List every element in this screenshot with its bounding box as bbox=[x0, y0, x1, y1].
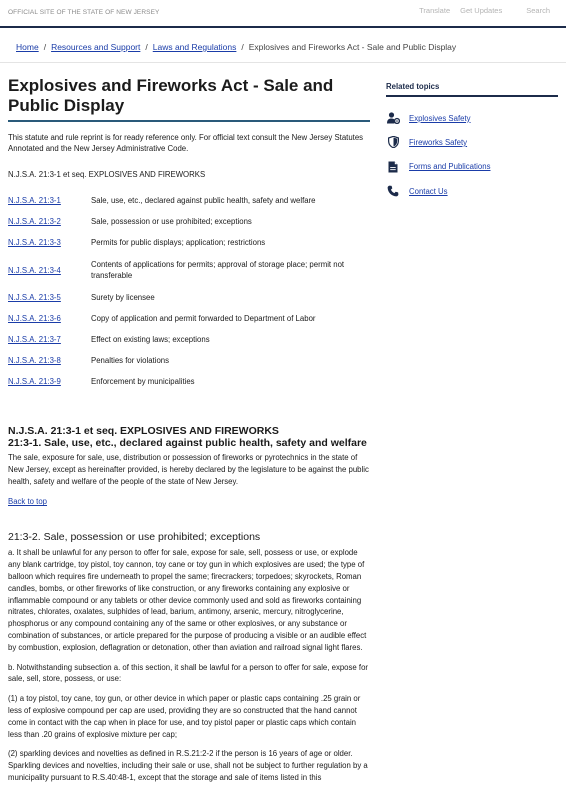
toc-title: N.J.S.A. 21:3-1 et seq. EXPLOSIVES AND FIREWORKS bbox=[8, 170, 206, 179]
breadcrumb-current: Explosives and Fireworks Act - Sale and Public Display bbox=[248, 42, 457, 52]
shield-icon bbox=[386, 136, 400, 148]
toc-table bbox=[8, 190, 363, 392]
breadcrumb bbox=[16, 42, 456, 52]
toc-description: Sale, use, etc., declared against public health, safety and welfare bbox=[91, 196, 316, 205]
toc-description: Penalties for violations bbox=[91, 356, 170, 365]
toc-link[interactable]: N.J.S.A. 21:3-9 bbox=[8, 377, 61, 386]
toc-row bbox=[8, 308, 363, 329]
toc-link[interactable]: N.J.S.A. 21:3-8 bbox=[8, 356, 61, 365]
breadcrumb-laws[interactable]: Laws and Regulations bbox=[152, 42, 237, 52]
paragraph-1: (1) a toy pistol, toy cane, toy gun, or other device in which paper or plastic caps containing .25 grain or less of explosive compound per cap are used, providing they are so constructed that the hand cannot come in contact with the cap when in place for use, and toy pistol paper or plastic caps which contain less than .20 grains of explosive mixture per cap; bbox=[8, 694, 361, 739]
toc-row bbox=[8, 190, 363, 211]
main-content bbox=[8, 76, 370, 792]
related-topic-forms[interactable] bbox=[386, 155, 558, 179]
section-21-3-2 bbox=[8, 531, 370, 783]
related-topic-fireworks[interactable] bbox=[386, 130, 558, 154]
related-topic-explosives[interactable] bbox=[386, 106, 558, 130]
paragraph-b: b. Notwithstanding subsection a. of this section, it shall be lawful for a person to offer for sale, expose for sale, sell, store, possess, or use: bbox=[8, 662, 369, 684]
related-topics bbox=[386, 82, 558, 203]
back-to-top-link[interactable]: Back to top bbox=[8, 497, 48, 507]
toc-link[interactable]: N.J.S.A. 21:3-6 bbox=[8, 314, 61, 323]
toc-link[interactable]: N.J.S.A. 21:3-7 bbox=[8, 335, 61, 344]
toc-description: Effect on existing laws; exceptions bbox=[91, 335, 210, 344]
toc-row bbox=[8, 253, 363, 287]
related-topic-link[interactable]: Fireworks Safety bbox=[409, 137, 468, 147]
toc-description: Enforcement by municipalities bbox=[91, 377, 195, 386]
page-title: Explosives and Fireworks Act - Sale and Public Display bbox=[8, 76, 370, 122]
document-icon bbox=[386, 161, 400, 173]
related-topics-list bbox=[386, 106, 558, 203]
toc-row bbox=[8, 287, 363, 308]
toc-description: Copy of application and permit forwarded to Department of Labor bbox=[91, 314, 316, 323]
toc-description: Contents of applications for permits; approval of storage place; permit not transferable bbox=[91, 260, 345, 280]
related-topic-contact[interactable] bbox=[386, 179, 558, 203]
breadcrumb-resources[interactable]: Resources and Support bbox=[51, 42, 141, 52]
breadcrumb-separator: / bbox=[145, 42, 148, 52]
intro-text: This statute and rule reprint is for ready reference only. For official text consult the New Jersey Statutes Annotated and the New Jersey Administrative Code. bbox=[8, 133, 364, 153]
official-site-label: OFFICIAL SITE OF THE STATE OF NEW JERSEY bbox=[8, 9, 160, 16]
toc-row bbox=[8, 232, 363, 253]
section-heading: N.J.S.A. 21:3-1 et seq. EXPLOSIVES AND FIREWORKS bbox=[8, 425, 279, 437]
section-subheading: 21:3-1. Sale, use, etc., declared against public health, safety and welfare bbox=[8, 437, 367, 449]
related-topic-link[interactable]: Contact Us bbox=[409, 186, 448, 196]
breadcrumb-separator: / bbox=[241, 42, 244, 52]
breadcrumb-divider bbox=[0, 62, 566, 63]
breadcrumb-home[interactable]: Home bbox=[16, 42, 39, 52]
toc-link[interactable]: N.J.S.A. 21:3-4 bbox=[8, 265, 61, 275]
user-gear-icon bbox=[386, 112, 400, 124]
site-header bbox=[0, 0, 566, 28]
toc-row bbox=[8, 350, 363, 371]
toc-description: Surety by licensee bbox=[91, 293, 155, 302]
related-topics-title: Related topics bbox=[386, 82, 558, 97]
toc-row bbox=[8, 211, 363, 232]
toc-link[interactable]: N.J.S.A. 21:3-3 bbox=[8, 238, 61, 247]
breadcrumb-separator: / bbox=[43, 42, 47, 52]
paragraph-a: a. It shall be unlawful for any person to offer for sale, expose for sale, sell, possess or use, or explode any blank cartridge, toy pistol, toy cannon, toy cane or toy gun in which explosives are used; the type of balloon which requires fire underneath to propel the same; firecrackers; torpedoes; skyrockets, Roman candles, bombs, or other fireworks of like construction, or any fireworks containing any explosive or inflammable compound or any tablets or other device commonly used and sold as fireworks containing nitrates, chlorates, oxalates, sulphides of lead, barium, antimony, arsenic, mercury, nitroglycerine, phosphorus or any compound containing any of the same or other explosives, or any substance or combination of substances, or article prepared for the purpose of producing a visible or an audible effect by combustion, explosion, deflagration or detonation, other than aviation and railroad signal light flares. bbox=[8, 548, 367, 652]
toc-description: Permits for public displays; application; restrictions bbox=[91, 238, 266, 247]
toc-row bbox=[8, 371, 363, 392]
translate-link[interactable]: Translate bbox=[419, 6, 451, 15]
toc-link[interactable]: N.J.S.A. 21:3-5 bbox=[8, 293, 61, 302]
section-heading: 21:3-2. Sale, possession or use prohibited; exceptions bbox=[8, 531, 261, 544]
get-updates-link[interactable]: Get Updates bbox=[460, 6, 503, 15]
paragraph-2: (2) sparkling devices and novelties as defined in R.S.21:2-2 if the person is 16 years of age or older. Sparkling devices and novelties, including their sale or use, shall not be subject to further regulation by a municipality pursuant to R.S.40:48-1, except that the storage and sale of items listed in this bbox=[8, 749, 368, 782]
toc-description: Sale, possession or use prohibited; exceptions bbox=[91, 217, 252, 226]
section-21-3-1 bbox=[8, 425, 370, 509]
related-topic-link[interactable]: Explosives Safety bbox=[409, 113, 471, 123]
toc-link[interactable]: N.J.S.A. 21:3-1 bbox=[8, 196, 61, 205]
toc-link[interactable]: N.J.S.A. 21:3-2 bbox=[8, 217, 61, 226]
utility-nav bbox=[419, 6, 550, 15]
related-topic-link[interactable]: Forms and Publications bbox=[409, 162, 491, 172]
search-link[interactable]: Search bbox=[526, 6, 550, 15]
toc-row bbox=[8, 329, 363, 350]
section-body: The sale, exposure for sale, use, distribution or possession of fireworks or pyrotechnics in the state of New Jersey, except as hereinafter provided, is hereby declared by the legislature to be against the public health, safety and welfare of the people of the state of New Jersey. bbox=[8, 453, 369, 486]
phone-icon bbox=[386, 185, 400, 197]
